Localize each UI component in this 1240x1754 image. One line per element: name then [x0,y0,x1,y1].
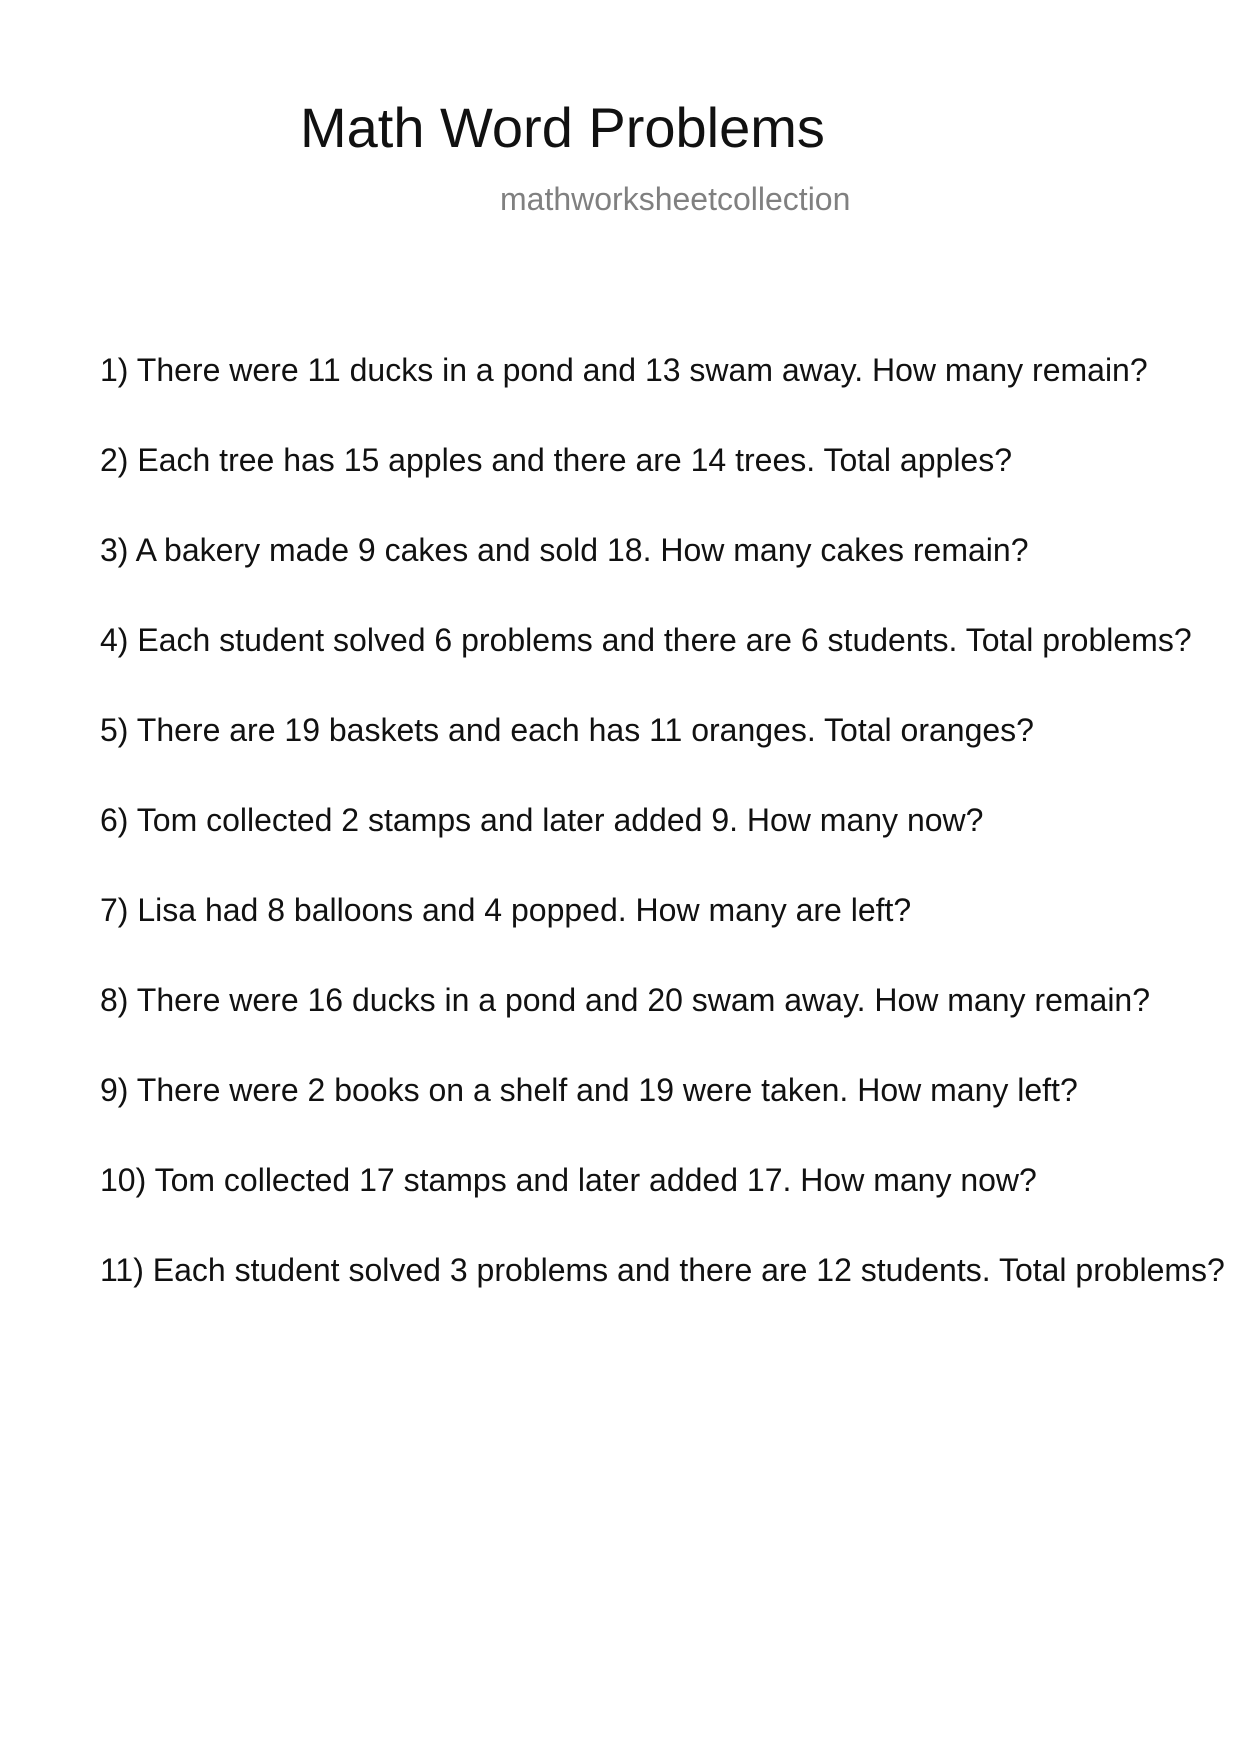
problem-item-2: 2) Each tree has 15 apples and there are 14 trees. Total apples? [100,442,1013,478]
worksheet-title: Math Word Problems [300,96,825,159]
problem-item-8: 8) There were 16 ducks in a pond and 20 swam away. How many remain? [100,982,1151,1018]
problem-item-4: 4) Each student solved 6 problems and there are 6 students. Total problems? [100,622,1192,658]
problem-item-6: 6) Tom collected 2 stamps and later added 9. How many now? [100,802,984,838]
problem-item-5: 5) There are 19 baskets and each has 11 oranges. Total oranges? [100,712,1034,748]
problem-list [100,350,1240,1340]
problem-item-11: 11) Each student solved 3 problems and there are 12 students. Total problems? [100,1252,1225,1288]
worksheet-subtitle: mathworksheetcollection [500,181,851,217]
problem-item-10: 10) Tom collected 17 stamps and later added 17. How many now? [100,1162,1037,1198]
problem-item-9: 9) There were 2 books on a shelf and 19 were taken. How many left? [100,1072,1078,1108]
problem-item-1: 1) There were 11 ducks in a pond and 13 swam away. How many remain? [100,352,1148,388]
problem-item-3: 3) A bakery made 9 cakes and sold 18. How many cakes remain? [100,532,1029,568]
problem-item-7: 7) Lisa had 8 balloons and 4 popped. How many are left? [100,892,912,928]
